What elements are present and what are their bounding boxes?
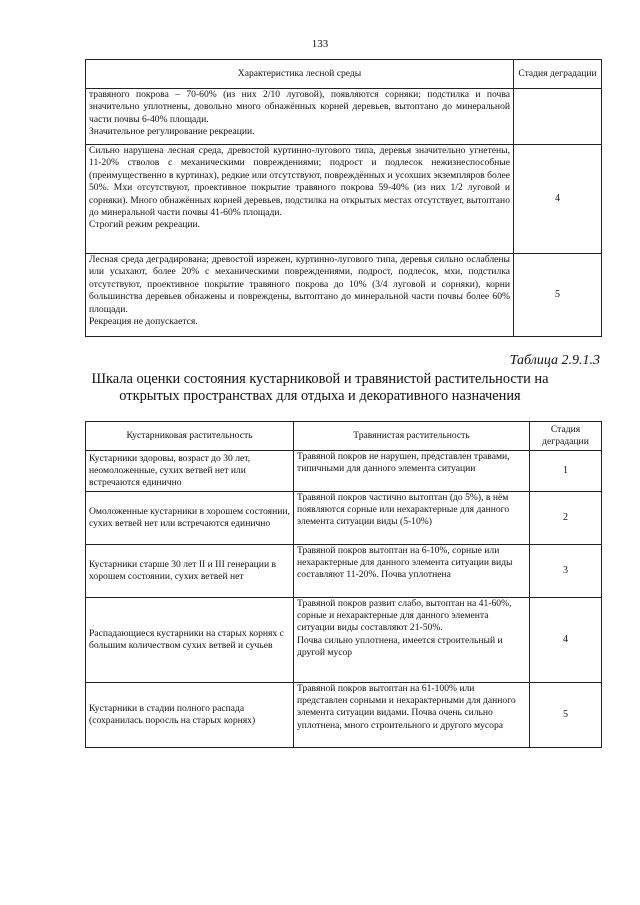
table-row xyxy=(86,492,602,545)
shrub-cell: Кустарники в стадии полного распада (сохранилась поросль на старых корнях) xyxy=(86,683,294,748)
characteristic-cell xyxy=(86,145,514,254)
stage-cell xyxy=(514,89,602,145)
column-header-stage: Стадия деградации xyxy=(530,422,602,451)
shrub-cell: Кустарники старше 30 лет II и III генерации в хорошем состоянии, сухих ветвей нет xyxy=(86,545,294,598)
characteristic-text: травяного покрова – 70-60% (из них 2/10 луговой), появляются сорняки; подстилка и почва значительно уплотнены, довольно много обнажённых корней деревьев, вытоптано до минеральной части почвы 6-40% площади. xyxy=(89,89,510,125)
page-number: 133 xyxy=(311,38,329,50)
recreation-regime: Строгий режим рекреации. xyxy=(89,219,201,231)
table-row xyxy=(86,89,602,145)
grass-cell xyxy=(294,545,530,598)
recreation-regime: Значительное регулирование рекреации. xyxy=(89,126,255,138)
column-header-stage: Стадия деградации xyxy=(514,60,602,89)
grass-cell xyxy=(294,683,530,748)
column-header-shrub: Кустарниковая растительность xyxy=(86,422,294,451)
stage-cell: 4 xyxy=(514,145,602,254)
shrub-cell: Омоложенные кустарники в хорошем состоянии, сухих ветвей нет или встречаются единично xyxy=(86,492,294,545)
grass-text: Почва сильно уплотнена, имеется строительный и другой мусор xyxy=(297,634,503,658)
table-header-row xyxy=(86,60,602,89)
stage-cell: 5 xyxy=(530,683,602,748)
characteristic-cell xyxy=(86,89,514,145)
table-row xyxy=(86,545,602,598)
column-header-grass: Травянистая растительность xyxy=(294,422,530,451)
table-row xyxy=(86,145,602,254)
vegetation-scale-table xyxy=(85,421,602,748)
table-row xyxy=(86,451,602,492)
characteristic-text: Лесная среда деградирована; древостой изрежен, куртинно-лугового типа, деревья сильно ослаблены или усыхают, более 20% с механическими повреждениями, подрост, подлесок, мхи, подстилка отсутствуют, проективное покрытие травяного покрова до 10% (3/4 луговой и сорняки), корни большинства деревьев обнажены и повреждены, вытоптано до минеральной части почвы более 60% площади. xyxy=(89,254,510,315)
grass-cell xyxy=(294,451,530,492)
stage-cell: 1 xyxy=(530,451,602,492)
characteristic-cell xyxy=(86,254,514,337)
table-row xyxy=(86,683,602,748)
table-row xyxy=(86,254,602,337)
stage-cell: 2 xyxy=(530,492,602,545)
shrub-cell: Распадающиеся кустарники на старых корнях с большим количеством сухих ветвей и сучьев xyxy=(86,598,294,683)
table-row xyxy=(86,598,602,683)
grass-text: Травяной покров развит слабо, вытоптан на 41-60%, сорные и нехарактерные для данного элемента ситуации виды составляют 21-50%. xyxy=(297,598,512,634)
table-header-row xyxy=(86,422,602,451)
grass-cell xyxy=(294,492,530,545)
recreation-regime: Рекреация не допускается. xyxy=(89,316,198,328)
grass-text: Травяной покров вытоптан на 6-10%, сорные или нехарактерные для данного элемента ситуации виды составляют 11-20%. Почва уплотнена xyxy=(297,545,513,581)
grass-text: Травяной покров не нарушен, представлен травами, типичными для данного элемента ситуации xyxy=(297,451,510,475)
stage-cell: 4 xyxy=(530,598,602,683)
stage-cell: 5 xyxy=(514,254,602,337)
forest-environment-table xyxy=(85,59,602,337)
characteristic-text: Сильно нарушена лесная среда, древостой куртинно-лугового типа, деревья значительно угнетены, 11-20% стволов с механическими повреждениями; подрост и подлесок нежизнеспособные (преимущественно в куртинах), редкие или отсутствуют, повреждённых и усохших экземпляров более 50%. Мхи отсутствуют, проективное покрытие травяного покрова 59-40% (из них 1/2 луговой и сорняки). Много обнажённых корней деревьев, подстилка на открытых местах отсутствует, вытоптано до минеральной части почвы 41-60% площади. xyxy=(89,145,510,219)
grass-text: Травяной покров частично вытоптан (до 5%), в нём появляются сорные или нехарактерные для данного элемента ситуации виды (5-10%) xyxy=(297,492,510,528)
grass-cell xyxy=(294,598,530,683)
column-header-characteristic: Характеристика лесной среды xyxy=(86,60,514,89)
stage-cell: 3 xyxy=(530,545,602,598)
table-caption-label: Таблица 2.9.1.3 xyxy=(509,353,600,368)
shrub-cell: Кустарники здоровы, возраст до 30 лет, неомоложенные, сухих ветвей нет или встречаются единично xyxy=(86,451,294,492)
grass-text: Травяной покров вытоптан на 61-100% или представлен сорными и нехарактерными для данного элемента ситуации видами. Почва очень сильно уплотнена, много строительного и другого мусора xyxy=(297,683,516,731)
table-caption-title: Шкала оценки состояния кустарниковой и травянистой растительности на открытых пространствах для отдыха и декоративного назначения xyxy=(91,371,549,404)
